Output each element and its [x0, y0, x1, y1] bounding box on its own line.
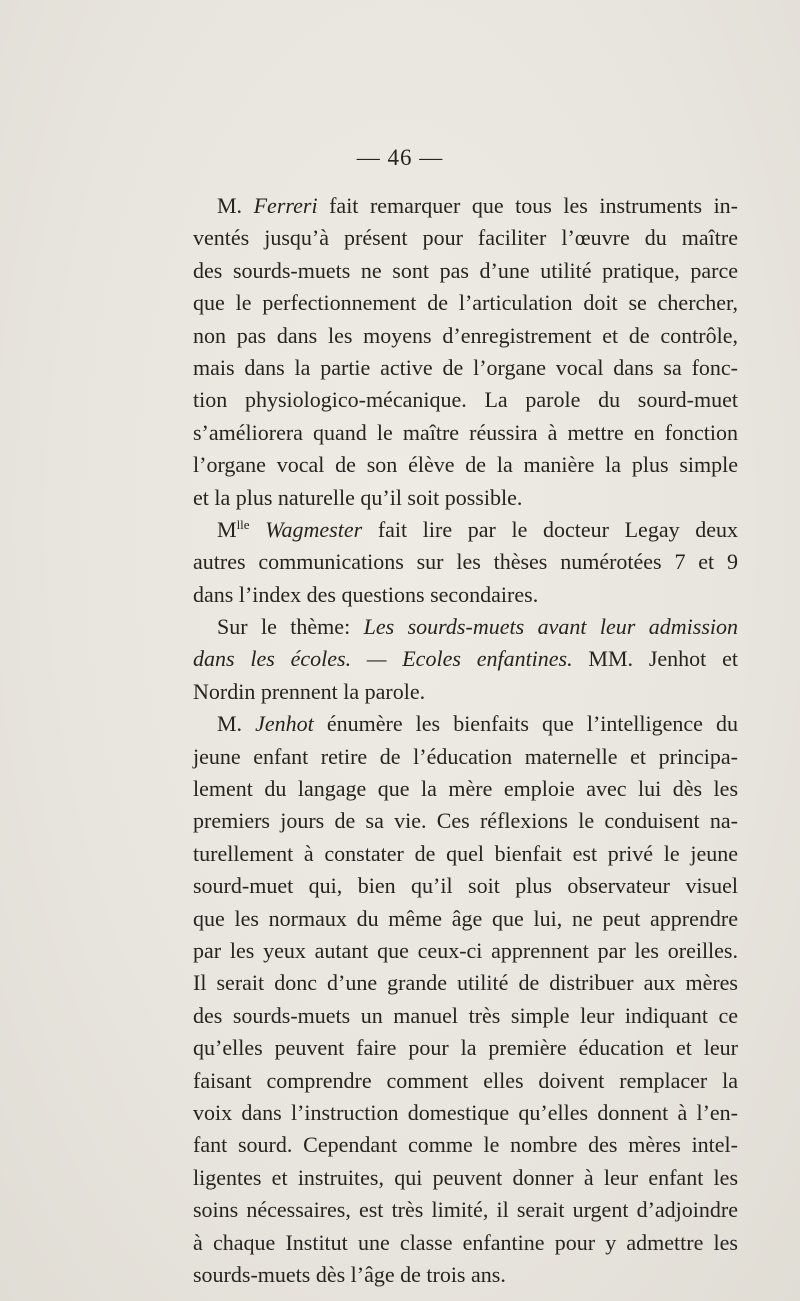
italic-text: Wagmester — [265, 516, 363, 542]
text-span: soins nécessaires, est très limité, il serait urgent d’adjoindre — [193, 1197, 738, 1223]
text-line — [193, 1032, 738, 1064]
text-line — [193, 805, 738, 837]
text-line — [193, 287, 738, 319]
text-span: des sourds-muets un manuel très simple leur indiquant ce — [193, 1002, 738, 1028]
text-line — [193, 676, 738, 708]
body-text — [193, 190, 738, 1291]
italic-text: Les sourds-muets avant leur admission — [363, 614, 738, 640]
text-line — [193, 1097, 738, 1129]
text-span: jeune enfant retire de l’éducation maternelle et principa- — [193, 743, 738, 769]
text-span: par les yeux autant que ceux-ci apprennent par les oreilles. — [193, 937, 738, 963]
text-line — [193, 935, 738, 967]
text-line — [193, 1227, 738, 1259]
text-span: turellement à constater de quel bienfait est privé le jeune — [193, 840, 738, 866]
text-line — [193, 643, 738, 675]
text-span: MM. Jenhot et — [572, 646, 738, 672]
text-span: M. — [217, 711, 256, 737]
text-span: et la plus naturelle qu’il soit possible. — [193, 484, 523, 510]
text-line — [193, 1194, 738, 1226]
text-line — [193, 838, 738, 870]
text-line — [193, 1129, 738, 1161]
text-span: faisant comprendre comment elles doivent remplacer la — [193, 1067, 738, 1093]
text-span: fant sourd. Cependant comme le nombre des mères intel- — [193, 1132, 738, 1158]
text-line — [193, 708, 738, 740]
text-line — [193, 1259, 738, 1291]
text-span: lement du langage que la mère emploie avec lui dès les — [193, 776, 738, 802]
text-line — [193, 903, 738, 935]
text-line — [193, 352, 738, 384]
text-span: dans l’index des questions secondaires. — [193, 581, 539, 607]
text-span: fait remarquer que tous les instruments in- — [317, 193, 739, 218]
italic-text: dans les écoles. — Ecoles enfantines. — [193, 646, 573, 672]
text-span: des sourds-muets ne sont pas d’une utilité pratique, parce — [193, 257, 738, 283]
text-span: que le perfectionnement de l’articulation doit se chercher, — [193, 290, 738, 316]
text-span — [250, 517, 266, 542]
text-line — [193, 1000, 738, 1032]
text-span: qu’elles peuvent faire pour la première éducation et leur — [193, 1035, 738, 1061]
text-line — [193, 449, 738, 481]
text-span: M. — [217, 193, 254, 218]
text-span: sourd-muet qui, bien qu’il soit plus observateur visuel — [193, 873, 738, 899]
text-span: tion physiologico-mécanique. La parole du sourd-muet — [193, 387, 738, 413]
text-line — [193, 773, 738, 805]
text-span: Sur le thème: — [217, 614, 364, 640]
text-line — [193, 190, 738, 222]
text-span: Nordin prennent la parole. — [193, 678, 426, 704]
text-span: premiers jours de sa vie. Ces réflexions le conduisent na- — [193, 808, 738, 834]
text-span: que les normaux du même âge que lui, ne peut apprendre — [193, 905, 738, 931]
page-number: — 46 — — [356, 145, 444, 170]
text-span: sourds-muets dès l’âge de trois ans. — [193, 1261, 506, 1287]
text-line — [193, 514, 738, 546]
text-line — [193, 741, 738, 773]
text-line — [193, 320, 738, 352]
text-line — [193, 222, 738, 254]
text-span: à chaque Institut une classe enfantine pour y admettre les — [193, 1229, 738, 1255]
text-span: Il serait donc d’une grande utilité de distribuer aux mères — [193, 970, 738, 996]
text-span: l’organe vocal de son élève de la manière la plus simple — [193, 452, 738, 478]
italic-text: Ferreri — [253, 193, 318, 218]
text-line — [193, 967, 738, 999]
text-span: énumère les bienfaits que l’intelligence du — [313, 711, 739, 737]
text-line — [193, 482, 738, 514]
text-span: mais dans la partie active de l’organe vocal dans sa fonc- — [193, 354, 738, 380]
text-line — [193, 1065, 738, 1097]
text-line — [193, 870, 738, 902]
text-span: ligentes et instruites, qui peuvent donner à leur enfant les — [193, 1164, 738, 1190]
text-span: ventés jusqu’à présent pour faciliter l’œuvre du maître — [193, 225, 738, 251]
text-line — [193, 546, 738, 578]
text-line — [193, 384, 738, 416]
text-span: voix dans l’instruction domestique qu’elles donnent à l’en- — [193, 1099, 738, 1125]
text-line — [193, 579, 738, 611]
text-span: fait lire par le docteur Legay deux — [362, 516, 738, 542]
text-span: non pas dans les moyens d’enregistrement et de contrôle, — [193, 322, 738, 348]
italic-text: Jenhot — [255, 711, 314, 737]
text-line — [193, 1162, 738, 1194]
text-line — [193, 255, 738, 287]
text-span: M — [217, 516, 237, 542]
text-span: autres communications sur les thèses numérotées 7 et 9 — [193, 549, 738, 575]
superscript: lle — [236, 516, 250, 532]
text-line — [193, 611, 738, 643]
text-span: s’améliorera quand le maître réussira à mettre en fonction — [193, 419, 738, 445]
text-line — [193, 417, 738, 449]
